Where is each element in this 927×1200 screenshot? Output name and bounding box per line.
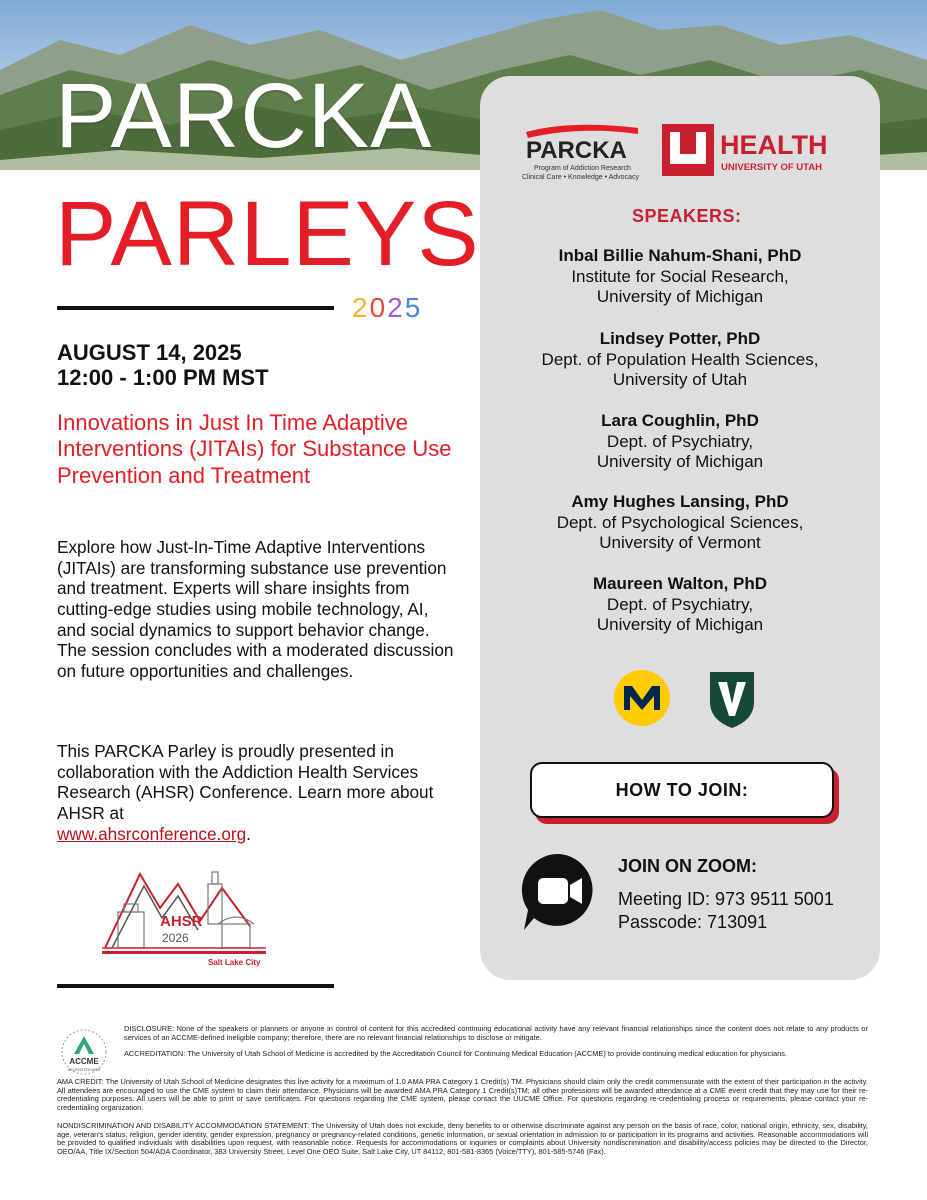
parcka-logo-tag1: Program of Addiction Research [534, 165, 631, 172]
ahsr-logo-city: Salt Lake City [208, 958, 261, 967]
event-subtitle: Innovations in Just In Time Adaptive Interventions (JITAIs) for Substance Use Prevention and Treatment [57, 410, 452, 488]
collab-text: This PARCKA Parley is proudly presented in collaboration with the Addiction Health Services Research (AHSR) Conference. Learn more about AHSR at [57, 741, 434, 823]
speaker-name: Amy Hughes Lansing, PhD [571, 492, 789, 511]
accme-logo-name: ACCME [69, 1057, 99, 1066]
ama-credit-text: AMA CREDIT: The University of Utah School of Medicine designates this live activity for a maximum of 1.0 AMA PRA Category 1 Credit(s) TM. Physicians should claim only the credit commensurate with the extent of their participation in the activity. All attendees are encouraged to use the CME system to claim their attendance. Physicians will be awarded AMA PRA Category 1 Credit(s)TM; all other professions will be awarded attendance at a CME event credit that they may use for their re-credentialing purposes. All users will be able to print or save certificates. For questions regarding the CME system, please contact the UUCME Office. For questions regarding re-credentialing process or requirements, please contact your re-credentialing organization. [57, 1077, 868, 1113]
speaker-institution: University of Utah [612, 370, 748, 390]
disclosure-text: DISCLOSURE: None of the speakers or planners or anyone in control of content for this accredited continuing educational activity have any relevant financial relationships since the content does not relate to any products or services of an ACCME-defined ineligible company; therefore, there are no relevant financial relationships to disclose or mitigate. [124, 1024, 868, 1042]
speaker-entry [480, 574, 880, 636]
divider-bottom [57, 984, 334, 988]
parcka-logo-tag2: Clinical Care • Knowledge • Advocacy [522, 174, 639, 181]
speaker-entry [480, 411, 880, 473]
zoom-heading: JOIN ON ZOOM: [618, 856, 757, 876]
ahsr-link[interactable]: www.ahsrconference.org [57, 823, 247, 844]
speaker-name: Lindsey Potter, PhD [599, 329, 761, 348]
speaker-entry [480, 329, 880, 391]
title-line-2: PARLEYS [55, 183, 480, 285]
health-logo-name: HEALTH [720, 130, 828, 160]
speaker-institution: University of Michigan [596, 452, 764, 472]
speaker-entry [480, 492, 880, 554]
speaker-affiliation: Dept. of Psychiatry, [606, 594, 754, 614]
university-badges-graphic [612, 668, 762, 732]
partner-logos [520, 118, 860, 188]
vermont-logo-icon [710, 672, 754, 728]
zoom-passcode: Passcode: 713091 [618, 912, 768, 932]
michigan-logo-icon [614, 670, 670, 726]
university-badges [612, 668, 762, 732]
year-digit: 0 [369, 292, 388, 323]
speaker-affiliation: Dept. of Psychological Sciences, [556, 512, 804, 532]
divider-top [57, 306, 334, 310]
event-datetime [57, 340, 269, 391]
ahsr-logo-name: AHSR [160, 913, 203, 930]
collab-end: . [246, 823, 251, 844]
event-date: AUGUST 14, 2025 [57, 340, 242, 365]
parcka-logo-name: PARCKA [526, 137, 627, 164]
title-line-1: PARCKA [55, 65, 433, 167]
year-digit: 5 [404, 292, 423, 323]
speaker-name: Lara Coughlin, PhD [601, 411, 759, 430]
speaker-name: Maureen Walton, PhD [592, 574, 768, 593]
speaker-affiliation: Dept. of Population Health Sciences, [541, 349, 819, 369]
speaker-affiliation: Dept. of Psychiatry, [606, 431, 754, 451]
speaker-institution: University of Vermont [599, 533, 761, 553]
year-label [352, 292, 422, 324]
partner-logos-graphic [520, 118, 860, 188]
speakers-heading: SPEAKERS: [632, 206, 742, 226]
speaker-name: Inbal Billie Nahum-Shani, PhD [558, 246, 802, 265]
ahsr-logo-graphic [100, 866, 270, 976]
ahsr-logo [100, 866, 270, 976]
ahsr-logo-year: 2026 [162, 931, 189, 945]
nondiscrimination-text: NONDISCRIMINATION AND DISABILITY ACCOMMODATION STATEMENT: The University of Utah does not exclude, deny benefits to or otherwise discriminate against any person on the basis of race, color, national origin, ethnicity, sex, disability, age, veteran's status, religion, gender identity, gender expression, pregnancy or pregnancy-related conditions, genetic information, or sexual orientation in admission to or participation in its programs and activities. Reasonable accommodations will be provided to qualified individuals with disabilities upon request, with reasonable notice. Requests for accommodations or inquiries or complaints about University nondiscrimination and disability/access policies may be directed to the Director, OEO/AA, Title IX/Section 504/ADA Coordinator, 383 University Street, Level One OEO Suite, Salt Lake City, UT 84112, 801-581-8365 (Voice/TTY), 801-585-5746 (Fax). [57, 1121, 868, 1157]
accme-logo [60, 1028, 108, 1076]
how-to-join-button[interactable]: HOW TO JOIN: [530, 762, 834, 818]
speaker-institution: University of Michigan [596, 615, 764, 635]
speaker-affiliation: Institute for Social Research, [571, 266, 789, 286]
speaker-institution: University of Michigan [596, 287, 764, 307]
year-digit: 2 [387, 292, 405, 323]
year-digit: 2 [352, 292, 370, 323]
accme-logo-graphic [60, 1028, 108, 1076]
speaker-entry [480, 246, 880, 308]
health-logo-sub: UNIVERSITY OF UTAH [721, 162, 822, 173]
accme-logo-sub: ACCREDITED WITH [67, 1068, 101, 1072]
event-time: 12:00 - 1:00 PM MST [57, 365, 269, 391]
collaboration-note [57, 741, 457, 844]
event-description: Explore how Just-In-Time Adaptive Interventions (JITAIs) are transforming substance use prevention and treatment. Experts will share insights from cutting-edge studies using mobile technology, AI, and social dynamics to support behavior change. The session concludes with a moderated discussion on future opportunities and challenges. [57, 537, 454, 681]
zoom-video-icon [520, 852, 598, 932]
zoom-meeting-id: Meeting ID: 973 9511 5001 [618, 889, 834, 909]
accreditation-text: ACCREDITATION: The University of Utah School of Medicine is accredited by the Accreditation Council for Continuing Medical Education (ACCME) to provide continuing medical education for physicians. [124, 1049, 787, 1058]
university-of-utah-icon [662, 124, 714, 176]
